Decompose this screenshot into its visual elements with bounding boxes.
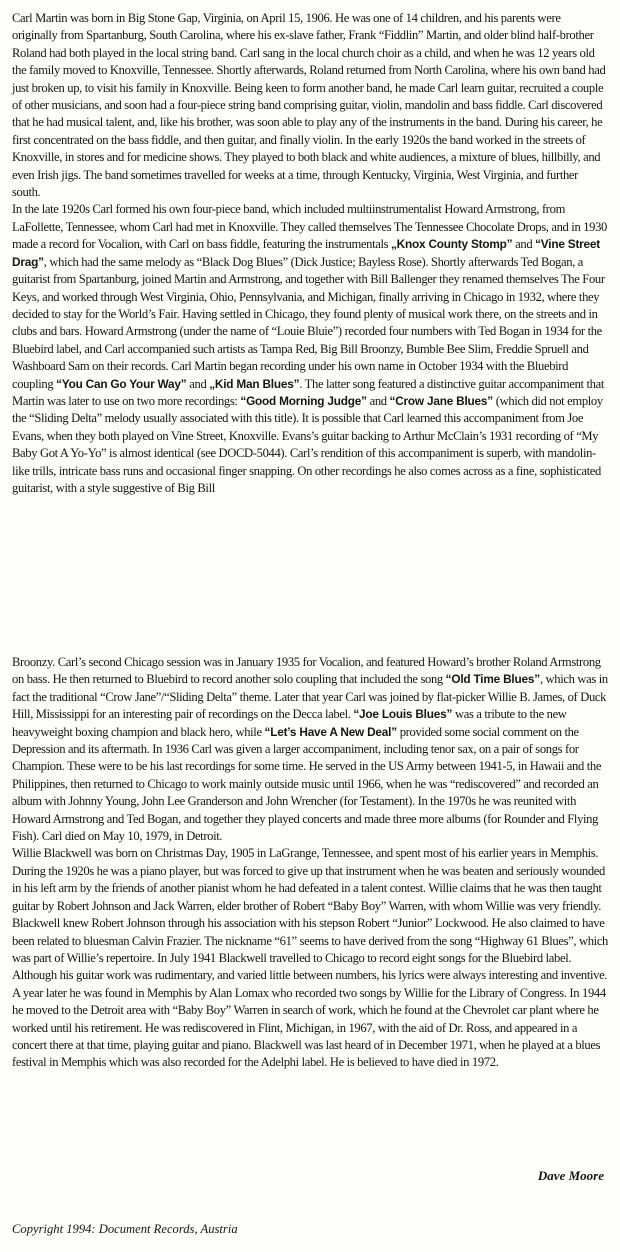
song-title: „Knox County Stomp”	[390, 237, 513, 252]
song-title: “Vine Street Drag”	[12, 237, 601, 269]
song-title: “Let’s Have A New Deal”	[264, 724, 397, 739]
song-title: “Old Time Blues”	[445, 672, 540, 687]
paragraph-tennessee-chocolate-drops: In the late 1920s Carl formed his own four-piece band, which included multiinstrumentalist Howard Armstrong, from LaFollette, Tennessee, whom Carl had met in Knoxville. They called themselves The Tennessee Chocolate Drops, and in 1930 made a record for Vocalion, with Carl on bass fiddle, featuring the instrumentals „Knox County Stomp” and “Vine Street Drag”, which had the same melody as “Black Dog Blues” (Dick Justice; Bayless Rose). Shortly afterwards Ted Bogan, a guitarist from Spartanburg, joined Martin and Armstrong, and together with Bill Ballenger they renamed themselves The Four Keys, and worked through West Virginia, Ohio, Pennsylvania, and Michigan, finally arriving in Chicago in 1932, where they decided to stay for the World’s Fair. Having settled in Chicago, they found plenty of musical work there, on the streets and in clubs and bars. Howard Armstrong (under the name of “Louie Bluie”) recorded four numbers with Ted Bogan in 1934 for the Bluebird label, and Carl accompanied such artists as Tampa Red, Big Bill Broonzy, Bumble Bee Slim, Freddie Spruell and Washboard Sam on their records. Carl Martin began recording under his own name in October 1934 with the Bluebird coupling “You Can Go Your Way” and „Kid Man Blues”. The latter song featured a distinctive guitar accompaniment that Martin was later to use on two more recordings: “Good Morning Judge” and “Crow Jane Blues” (which did not employ the “Sliding Delta” melody usually associated with this title). It is possible that Carl learned this accompaniment from Joe Evans, when they both played on Vine Street, Knoxville. Evans’s guitar backing to Arthur McClain’s 1931 recording of “My Baby Got A Yo-Yo” is almost identical (see DOCD-5044). Carl’s rendition of this accompaniment is superb, with mandolin-like trills, intricate bass runs and occasional finger snapping. On other recordings he also comes across as a fine, sophisticated guitarist, with a style suggestive of Big Bill	[12, 202, 607, 495]
paragraph-carl-martin-later-career: Broonzy. Carl’s second Chicago session was in January 1935 for Vocalion, and featured Howard’s brother Roland Armstrong on bass. He then returned to Bluebird to record another solo coupling that included the song “Old Time Blues”, which was in fact the traditional “Crow Jane”/“Sliding Delta” theme. Later that year Carl was joined by flat-picker Willie B. James, of Duck Hill, Mississippi for an interesting pair of recordings on the Decca label. “Joe Louis Blues” was a tribute to the new heavyweight boxing champion and black hero, while “Let’s Have A New Deal” provided some social comment on the Depression and its aftermath. In 1936 Carl was given a larger accompaniment, including tenor sax, on a pair of songs for Champion. These were to be his last recordings for some time. He served in the US Army between 1941-5, in Hawaii and the Philippines, then returned to Chicago to work mainly outside music until 1966, when he was “rediscovered” and recorded an album with Johnny Young, John Lee Granderson and John Wrencher (for Testament). In the 1970s he was reunited with Howard Armstrong and Ted Bogan, and together they played concerts and made three more albums (for Rounder and Flying Fish). Carl died on May 10, 1979, in Detroit.	[12, 655, 608, 844]
song-title: “Good Morning Judge”	[240, 393, 367, 408]
copyright-notice: Copyright 1994: Document Records, Austria	[12, 1222, 238, 1236]
text-column-top	[12, 10, 608, 497]
paragraph-carl-martin-early-life: Carl Martin was born in Big Stone Gap, Virginia, on April 15, 1906. He was one of 14 children, and his parents were originally from Spartanburg, South Carolina, where his ex-slave father, Frank “Fiddlin” Martin, and older blind half-brother Roland had both played in the local string band. Carl sang in the local church choir as a child, and when he was 12 years old the family moved to Knoxville, Tennessee. Shortly afterwards, Roland returned from North Carolina, where his own band had just broken up, to visit his family in Knoxville. Being keen to form another band, he made Carl learn guitar, recruited a couple of other musicians, and soon had a four-piece string band comprising guitar, violin, mandolin and bass fiddle. Carl discovered that he had musical talent, and, like his brother, was soon able to play any of the instruments in the band. During his career, he first concentrated on the bass fiddle, and then guitar, and finally violin. In the early 1920s the band worked in the streets of Knoxville, in stores and for medicine shows. They played to both black and white audiences, a mixture of blues, hillbilly, and even Irish jigs. The band sometimes travelled for weeks at a time, through Kentucky, Virginia, West Virginia, and further south.	[12, 11, 606, 200]
song-title: “Crow Jane Blues”	[389, 393, 493, 408]
song-title: „Kid Man Blues”	[209, 376, 300, 391]
song-title: “Joe Louis Blues”	[353, 707, 453, 722]
text-column-bottom	[12, 654, 608, 1072]
paragraph-willie-blackwell: Willie Blackwell was born on Christmas Day, 1905 in LaGrange, Tennessee, and spent most of his earlier years in Memphis. During the 1920s he was a piano player, but was forced to give up that instrument when he was beaten and seriously wounded in his left arm by the friends of another pianist whom he had defeated in a talent contest. Willie claims that he was then taught guitar by Robert Johnson and Jack Warren, elder brother of Robert “Baby Boy” Warren, with whom Willie was very friendly. Blackwell knew Robert Johnson through his association with his stepson Robert “Junior” Lockwood. He also claimed to have been related to bluesman Calvin Frazier. The nickname “61” seems to have derived from the song “Highway 61 Blues”, which was part of Willie’s repertoire. In July 1941 Blackwell travelled to Chicago to record eight songs for the Bluebird label. Although his guitar work was rudimentary, and varied little between numbers, his lyrics were always interesting and inventive. A year later he was found in Memphis by Alan Lomax who recorded two songs by Willie for the Library of Congress. In 1944 he moved to the Detroit area with “Baby Boy” Warren in search of work, which he found at the Chevrolet car plant where he worked until his retirement. He was rediscovered in Flint, Michigan, in 1967, with the aid of Dr. Ross, and appeared in a concert there at that time, playing guitar and piano. Blackwell was last heard of in December 1971, when he played at a blues festival in Memphis which was also recorded for the Adelphi label. He is believed to have died in 1972.	[12, 846, 609, 1070]
song-title: “You Can Go Your Way”	[56, 376, 187, 391]
author-signature: Dave Moore	[537, 1168, 604, 1183]
